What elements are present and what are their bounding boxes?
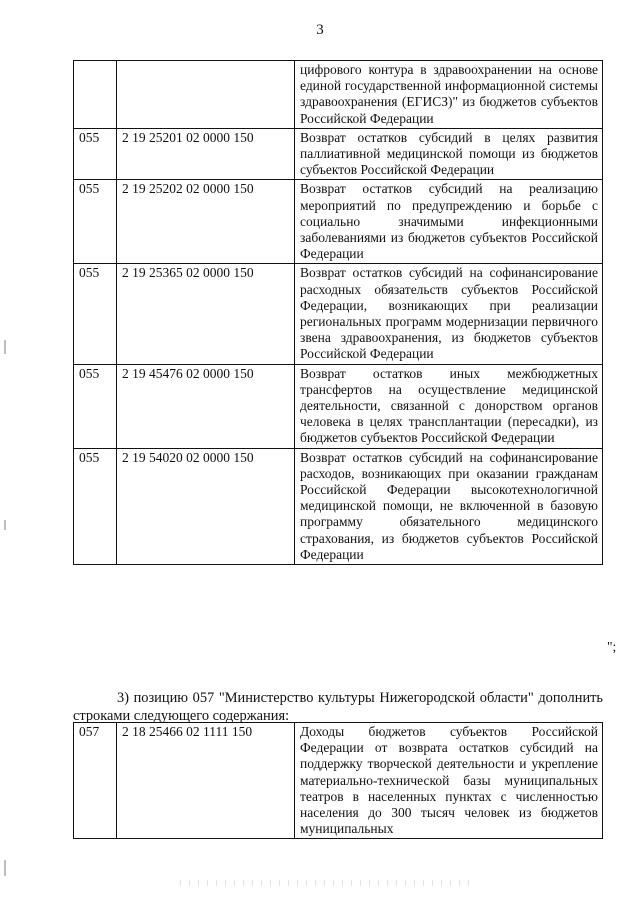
admin-code-cell: 055 [74,364,117,448]
description-cell: Возврат остатков субсидий в целях развития паллиативной медицинской помощи из бюджетов субъектов Российской Федерации [295,128,603,180]
table-row [74,448,603,564]
table-row [74,723,603,839]
table-row [74,264,603,364]
closing-quote-mark: "; [607,639,617,654]
amendment-paragraph [73,690,603,725]
scan-edge-mark [4,340,6,354]
budget-codes-table-057 [73,722,603,839]
admin-code-cell: 055 [74,264,117,364]
budget-code-cell: 2 19 45476 02 0000 150 [117,364,295,448]
budget-code-cell: 2 19 25202 02 0000 150 [117,180,295,264]
admin-code-cell [74,61,117,129]
budget-code-cell: 2 19 54020 02 0000 150 [117,448,295,564]
budget-codes-table-055 [73,60,603,565]
admin-code-cell: 057 [74,723,117,839]
amendment-text: 3) позицию 057 "Министерство культуры Нижегородской области" дополнить строками следующего содержания: [73,690,603,724]
admin-code-cell: 055 [74,128,117,180]
table-row [74,180,603,264]
scan-edge-mark [4,520,6,530]
table-row [74,128,603,180]
budget-code-cell: 2 18 25466 02 1111 150 [117,723,295,839]
description-cell: Возврат остатков субсидий на софинансирование расходных обязательств субъектов Российской Федерации, возникающих при реализации региональных программ модернизации первичного звена здравоохранения, из бюджетов субъектов Российской Федерации [295,264,603,364]
description-cell: Возврат остатков субсидий на реализацию мероприятий по предупреждению и борьбе с социально значимыми инфекционными заболеваниями из бюджетов субъектов Российской Федерации [295,180,603,264]
budget-code-cell [117,61,295,129]
description-cell: Возврат остатков субсидий на софинансирование расходов, возникающих при оказании гражданам Российской Федерации высокотехнологичной медицинской помощи, не включенной в базовую программу обязательного медицинского страхования, из бюджетов субъектов Российской Федерации [295,448,603,564]
table-row [74,364,603,448]
table-row [74,61,603,129]
description-cell: цифрового контура в здравоохранении на основе единой государственной информационной системы здравоохранения (ЕГИСЗ)" из бюджетов субъектов Российской Федерации [295,61,603,129]
description-cell: Возврат остатков иных межбюджетных трансфертов на осуществление медицинской деятельности, связанной с донорством органов человека в целях трансплантации (пересадки), из бюджетов субъектов Российской Федерации [295,364,603,448]
scan-noise [180,880,470,886]
budget-code-cell: 2 19 25365 02 0000 150 [117,264,295,364]
scan-edge-mark [4,860,6,876]
admin-code-cell: 055 [74,448,117,564]
page-number: 3 [316,22,324,38]
budget-code-cell: 2 19 25201 02 0000 150 [117,128,295,180]
description-cell: Доходы бюджетов субъектов Российской Федерации от возврата остатков субсидий на поддержку творческой деятельности и укрепление материально-технической базы муниципальных театров в населенных пунктах с численностью населения до 300 тысяч человек из бюджетов муниципальных [295,723,603,839]
admin-code-cell: 055 [74,180,117,264]
